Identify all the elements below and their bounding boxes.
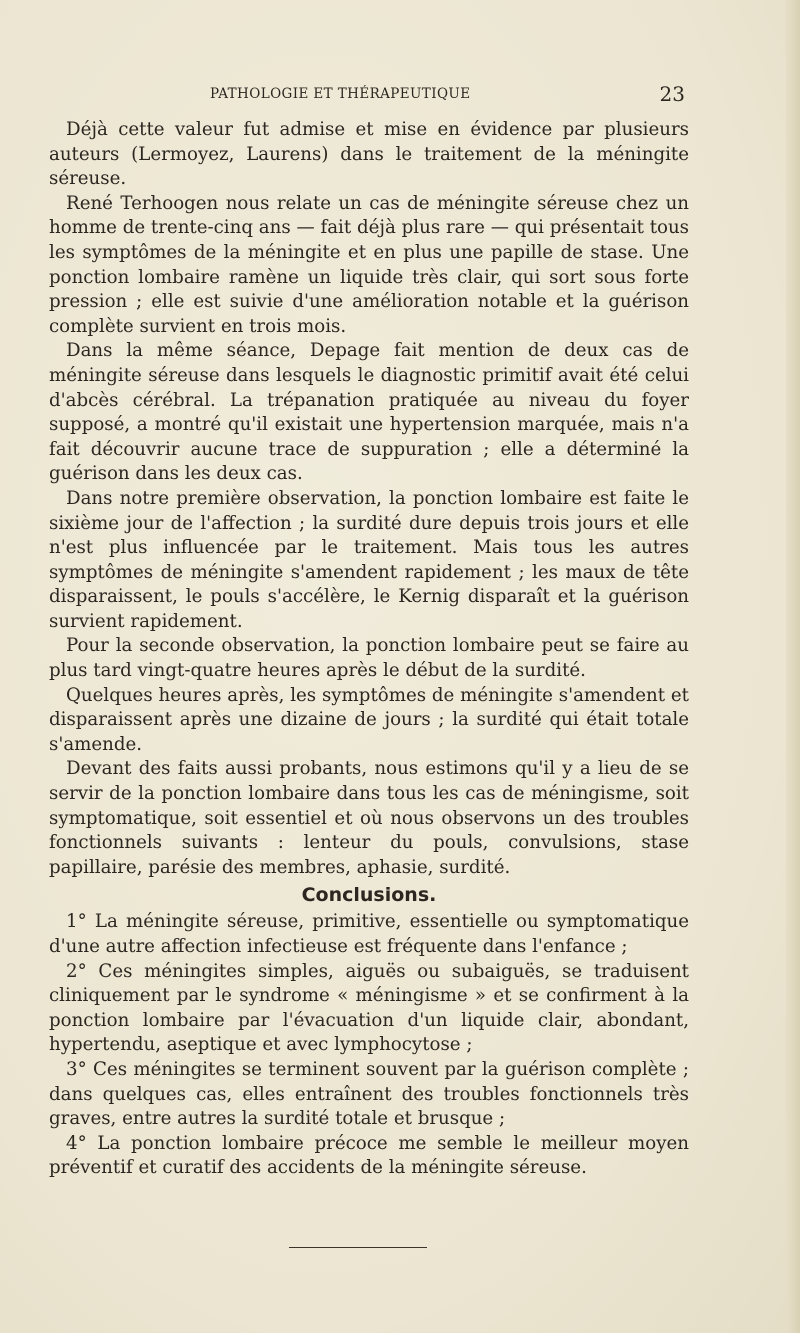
page-number: 23	[659, 82, 685, 106]
running-title: PATHOLOGIE ET THÉRAPEUTIQUE	[210, 86, 471, 102]
conclusion-item: 1° La méningite séreuse, primitive, essentielle ou symptomatique d'une autre affection infectieuse est fréquente dans l'enfance ;	[49, 911, 689, 957]
body-text	[49, 118, 689, 1181]
page-edge	[786, 0, 800, 1333]
paragraph: Déjà cette valeur fut admise et mise en évidence par plusieurs auteurs (Lermoyez, Laurens) dans le traitement de la méningite séreuse.	[49, 119, 689, 190]
end-rule	[289, 1247, 427, 1248]
paragraph: René Terhoogen nous relate un cas de méningite séreuse chez un homme de trente-cinq ans — fait déjà plus rare — qui présentait tous les symptômes de la méningite et en plus une papille de stase. Une ponction lombaire ramène un liquide très clair, qui sort sous forte pression ; elle est suivie d'une amélioration notable et la guérison complète survient en trois mois.	[49, 192, 689, 337]
page-header	[210, 82, 685, 108]
paragraph: Dans la même séance, Depage fait mention de deux cas de méningite séreuse dans lesquels le diagnostic primitif avait été celui d'abcès cérébral. La trépanation pratiquée au niveau du foyer supposé, a montré qu'il existait une hypertension marquée, mais n'a fait découvrir aucune trace de suppuration ; elle a déterminé la guérison dans les deux cas.	[49, 340, 689, 485]
paragraph: Pour la seconde observation, la ponction lombaire peut se faire au plus tard vingt-quatre heures après le début de la surdité.	[49, 635, 689, 682]
paragraph: Devant des faits aussi probants, nous estimons qu'il y a lieu de se servir de la ponction lombaire dans tous les cas de méningisme, soit symptomatique, soit essentiel et où nous observons un des troubles fonctionnels suivants : lenteur du pouls, convulsions, stase papillaire, parésie des membres, aphasie, surdité.	[49, 758, 689, 878]
conclusion-item: 4° La ponction lombaire précoce me semble le meilleur moyen préventif et curatif des accidents de la méningite séreuse.	[49, 1132, 689, 1179]
conclusions-heading: Conclusions.	[301, 884, 437, 907]
conclusion-item: 3° Ces méningites se terminent souvent par la guérison complète ; dans quelques cas, elles entraînent des troubles fonctionnels très graves, entre autres la surdité totale et brusque ;	[49, 1058, 689, 1130]
paragraph: Quelques heures après, les symptômes de méningite s'amendent et disparaissent après une dizaine de jours ; la surdité qui était totale s'amende.	[49, 684, 689, 755]
conclusion-item: 2° Ces méningites simples, aiguës ou subaiguës, se traduisent cliniquement par le syndrome « méningisme » et se confirment à la ponction lombaire par l'évacuation d'un liquide clair, abondant, hypertendu, aseptique et avec lymphocytose ;	[49, 960, 689, 1056]
paragraph: Dans notre première observation, la ponction lombaire est faite le sixième jour de l'affection ; la surdité dure depuis trois jours et elle n'est plus influencée par le traitement. Mais tous les autres symptômes de méningite s'amendent rapidement ; les maux de tête disparaissent, le pouls s'accélère, le Kernig disparaît et la guérison survient rapidement.	[49, 487, 689, 632]
